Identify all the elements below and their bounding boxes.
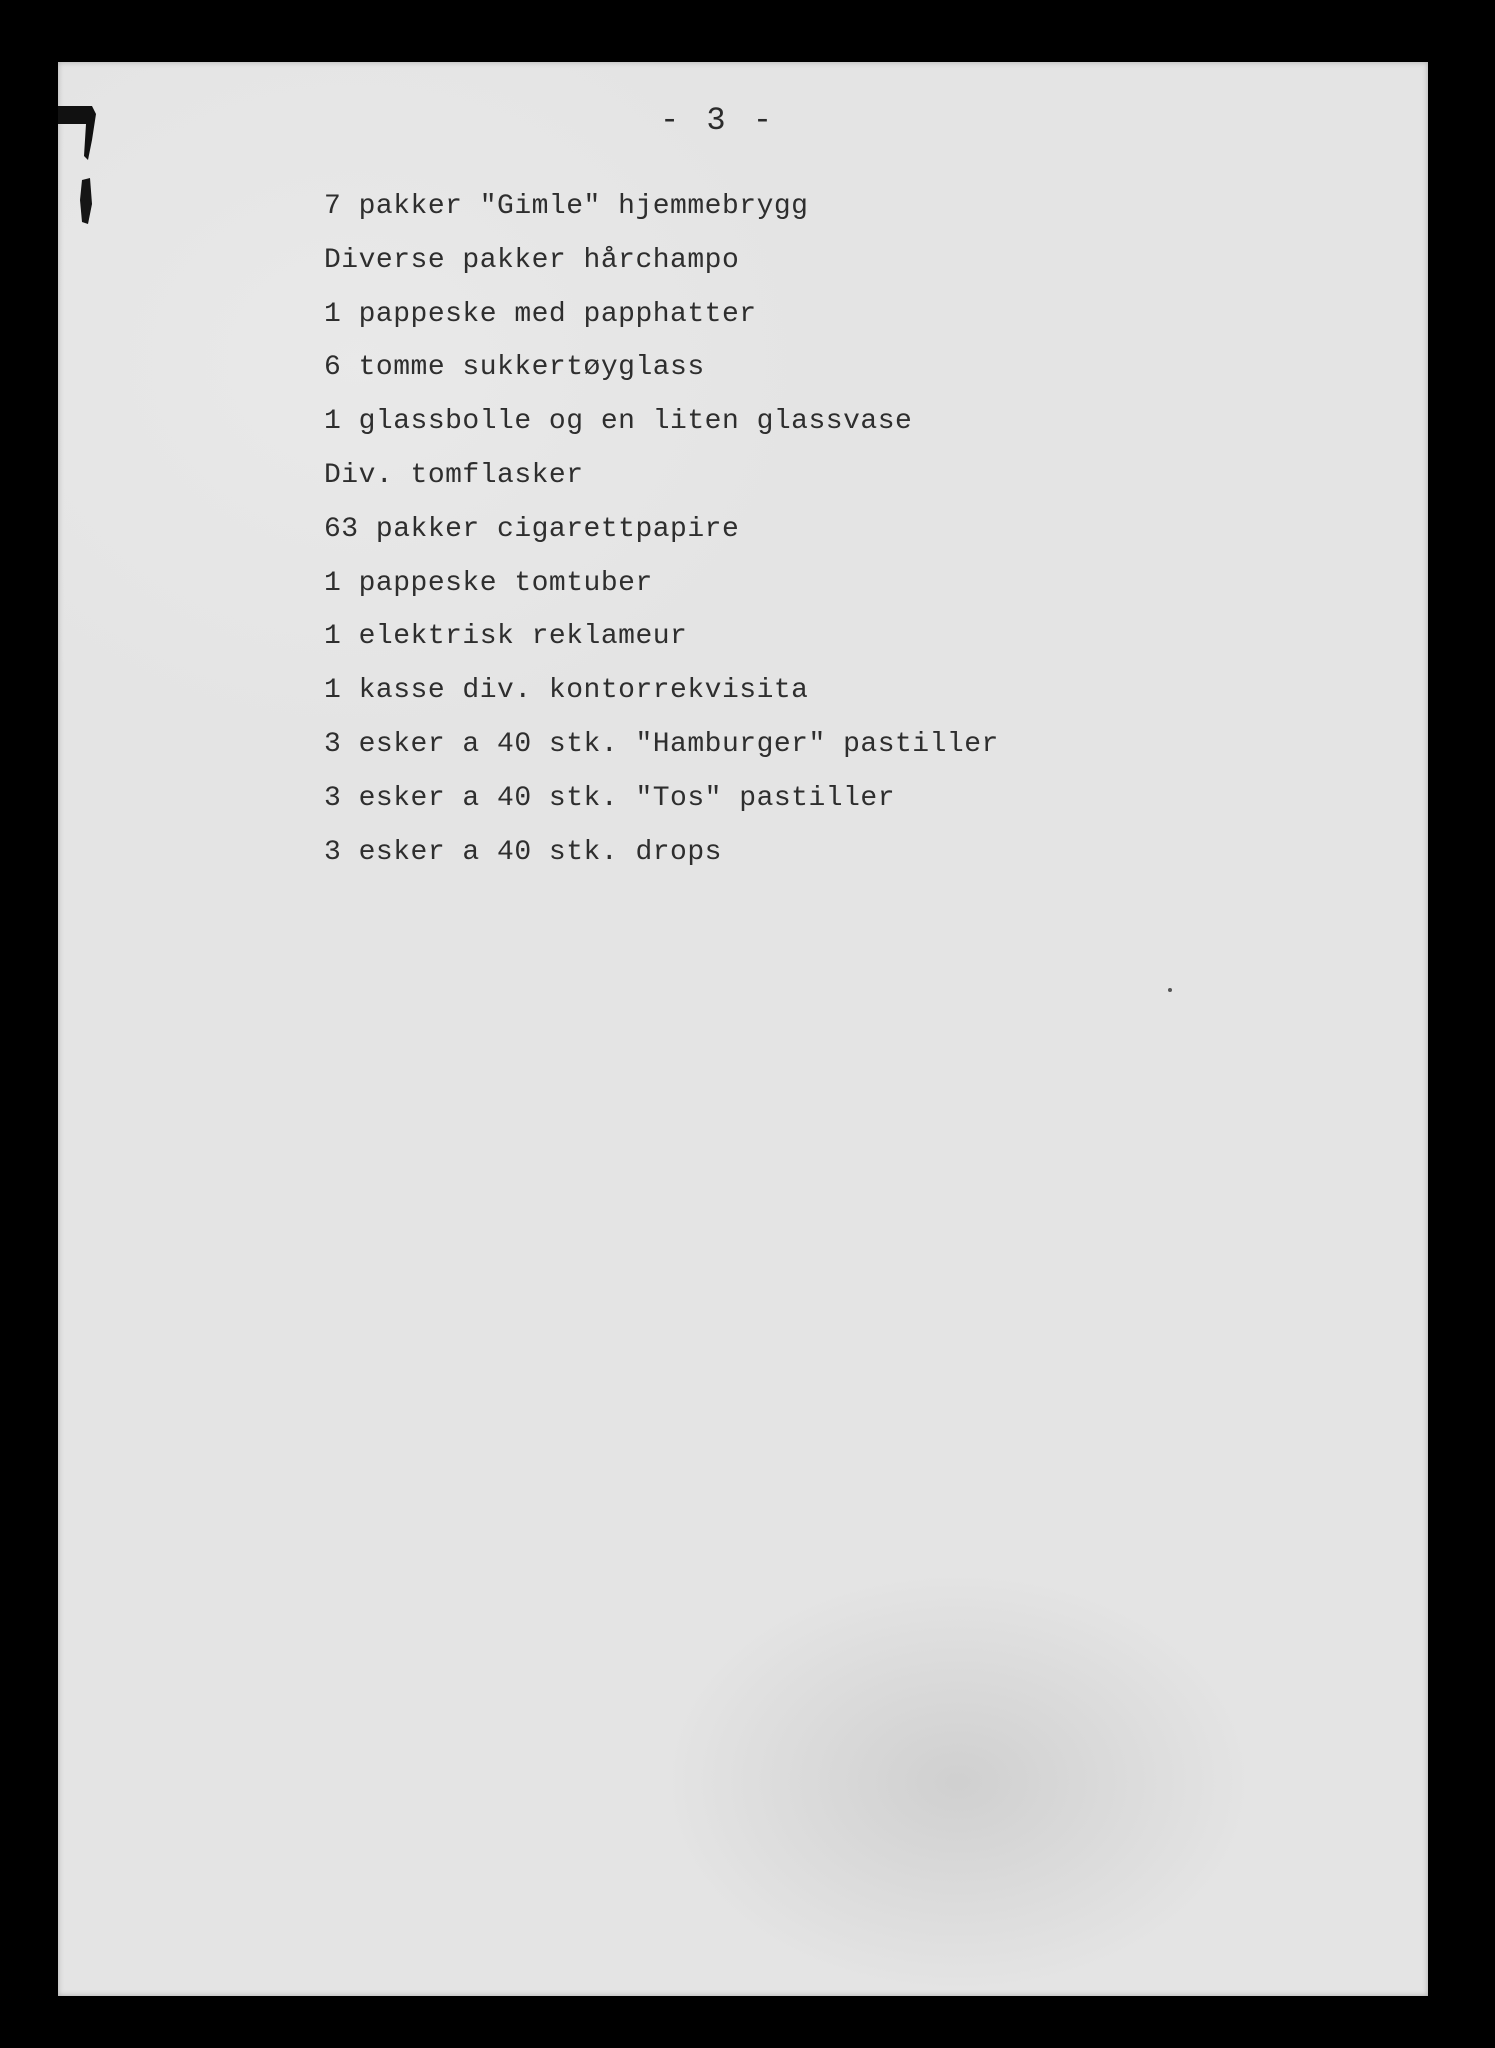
list-item: 1 pappeske med papphatter	[324, 298, 757, 330]
binding-clip-mark	[58, 100, 118, 250]
paper-speck	[1168, 988, 1172, 992]
list-item: Diverse pakker hårchampo	[324, 244, 740, 276]
list-item: 1 glassbolle og en liten glassvase	[324, 406, 913, 438]
list-item: 6 tomme sukkertøyglass	[324, 352, 705, 384]
list-item: 7 pakker "Gimle" hjemmebrygg	[324, 191, 809, 222]
inventory-list	[324, 180, 999, 879]
list-item: 3 esker a 40 stk. "Tos" pastiller	[324, 782, 895, 814]
list-item: 63 pakker cigarettpapire	[324, 513, 740, 545]
list-item: 3 esker a 40 stk. drops	[324, 836, 722, 868]
list-item: 1 elektrisk reklameur	[324, 621, 688, 653]
list-item: 1 pappeske tomtuber	[324, 567, 653, 599]
list-item: 1 kasse div. kontorrekvisita	[324, 675, 809, 707]
page-number: - 3 -	[660, 102, 777, 139]
document-page	[58, 62, 1428, 1996]
list-item: Div. tomflasker	[324, 459, 584, 491]
list-item: 3 esker a 40 stk. "Hamburger" pastiller	[324, 728, 999, 760]
